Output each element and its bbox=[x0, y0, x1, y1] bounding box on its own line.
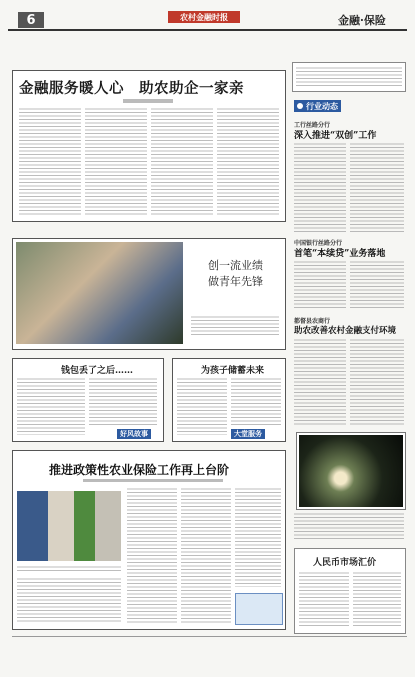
night-photo-frame bbox=[296, 432, 406, 510]
photo-caption bbox=[191, 315, 279, 337]
column-right-title: 为孩子储蓄未来 bbox=[201, 366, 265, 376]
insurance-article-title: 推进政策性农业保险工作再上台阶 bbox=[49, 463, 230, 477]
lead-article-col-4 bbox=[217, 107, 279, 215]
exchange-rate-table-a bbox=[299, 571, 349, 627]
item3-title: 助农改善农村金融支付环境 bbox=[294, 326, 397, 336]
night-performance-photo bbox=[299, 435, 403, 507]
sidebar-notice bbox=[292, 62, 406, 92]
item3-org: 都督县农商行 bbox=[294, 318, 331, 325]
sidebar bbox=[292, 62, 407, 642]
insurance-body-col-3 bbox=[181, 487, 231, 623]
column-right-body-1 bbox=[177, 377, 227, 435]
office-photo-caption bbox=[17, 565, 121, 573]
date-line bbox=[48, 19, 108, 23]
insurance-body-col-1 bbox=[17, 577, 121, 623]
item3-body-b bbox=[350, 338, 404, 426]
page-number-badge bbox=[18, 12, 44, 28]
page-number: 6 bbox=[26, 12, 36, 28]
insurance-article bbox=[12, 450, 286, 630]
lead-article-col-1 bbox=[19, 107, 81, 215]
item1-org: 工行丝路分行 bbox=[294, 122, 331, 129]
item1-body-a bbox=[294, 142, 346, 232]
exchange-rate-table-b bbox=[353, 571, 401, 627]
circle-icon bbox=[297, 103, 303, 109]
exchange-rate-title: 人民币市场汇价 bbox=[313, 558, 377, 568]
column-left bbox=[12, 358, 164, 442]
staff-photo bbox=[16, 242, 183, 344]
industry-dynamics-label: 行业动态 bbox=[306, 101, 338, 111]
lead-article-byline bbox=[123, 99, 173, 103]
column-left-body-1 bbox=[17, 377, 85, 435]
section-title: 金融·保险 bbox=[338, 14, 386, 27]
item2-title: 首笔“本续贷”业务落地 bbox=[294, 249, 386, 259]
item2-body-a bbox=[294, 260, 346, 310]
masthead: 农村金融时报 bbox=[168, 11, 240, 23]
insurance-body-col-2 bbox=[127, 487, 177, 623]
item2-body-b bbox=[350, 260, 404, 310]
column-left-body-2 bbox=[89, 377, 157, 425]
column-right-body-2 bbox=[231, 377, 281, 425]
slogan-line-1: 创一流业绩 bbox=[208, 259, 263, 272]
column-right-tag: 大堂服务 bbox=[231, 429, 265, 439]
lead-article bbox=[12, 70, 286, 222]
footer-rule bbox=[12, 636, 407, 637]
item3-body-a bbox=[294, 338, 346, 426]
item1-body-b bbox=[350, 142, 404, 232]
slogan-line-2: 做青年先锋 bbox=[208, 275, 263, 288]
night-photo-caption bbox=[294, 512, 404, 540]
exchange-rate-box bbox=[294, 548, 406, 634]
page-header bbox=[8, 10, 407, 30]
item2-org: 中国银行丝路分行 bbox=[294, 240, 343, 247]
column-left-title: 钱包丢了之后…… bbox=[61, 366, 134, 376]
lead-article-title: 金融服务暖人心 助农助企一家亲 bbox=[19, 80, 244, 97]
photo-feature bbox=[12, 238, 286, 350]
insurance-article-subline bbox=[83, 479, 223, 482]
item1-title: 深入推进“双创”工作 bbox=[294, 131, 377, 141]
insurance-ad-box bbox=[235, 593, 283, 625]
industry-dynamics-tag bbox=[294, 100, 341, 112]
column-left-tag: 好风故事 bbox=[117, 429, 151, 439]
lead-article-col-2 bbox=[85, 107, 147, 215]
sidebar-notice-text bbox=[296, 66, 402, 88]
insurance-body-col-4 bbox=[235, 487, 281, 587]
header-rule bbox=[8, 29, 407, 31]
office-photo bbox=[17, 491, 121, 561]
column-right bbox=[172, 358, 286, 442]
lead-article-col-3 bbox=[151, 107, 213, 215]
